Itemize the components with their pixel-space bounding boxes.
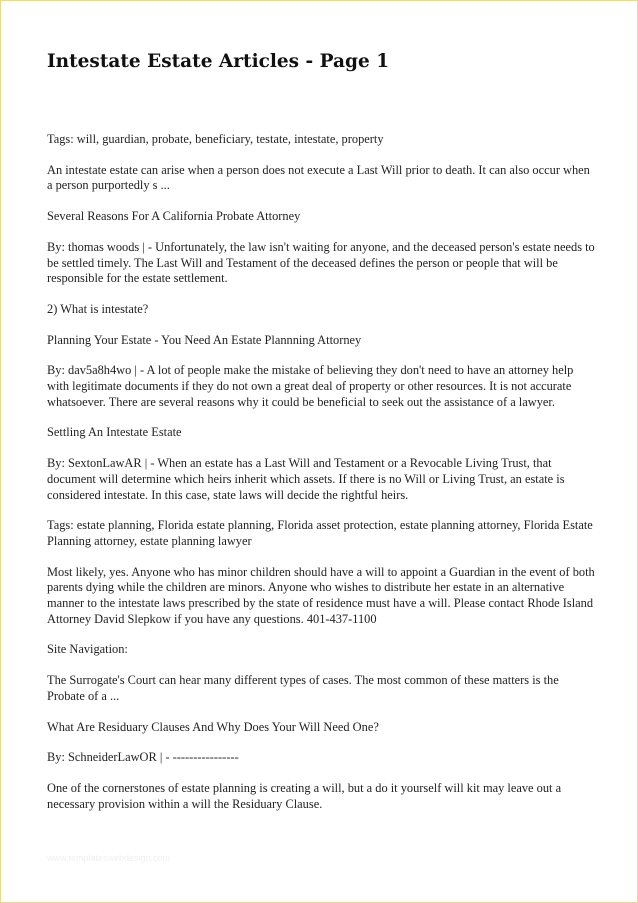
article-summary: By: dav5a8h4wo | - A lot of people make the mistake of believing they don't need to have an attorney help with legitimate documents if they do not own a great deal of property or other resources. It is not accurate whatsoever. There are several reasons why it could be beneficial to seek out the assistance of a lawyer.: [47, 363, 574, 409]
court-paragraph: The Surrogate's Court can hear many different types of cases. The most common of these matters is the Probate of a ...: [47, 673, 559, 703]
page-title: Intestate Estate Articles - Page 1: [47, 51, 390, 72]
article-heading: What Are Residuary Clauses And Why Does Your Will Need One?: [47, 719, 379, 734]
question-heading: 2) What is intestate?: [47, 301, 149, 316]
watermark: www.templateswebdesign.com: [47, 853, 171, 863]
article-heading: Several Reasons For A California Probate Attorney: [47, 209, 301, 224]
article-summary: By: thomas woods | - Unfortunately, the law isn't waiting for anyone, and the deceased person's estate needs to be settled timely. The Last Will and Testament of the deceased defines the person or people that will be responsible for the estate settlement.: [47, 239, 595, 286]
article-body: [47, 132, 595, 827]
article-heading: Settling An Intestate Estate: [47, 425, 182, 440]
article-heading: Planning Your Estate - You Need An Estate Plannning Attorney: [47, 332, 362, 347]
site-navigation-label: Site Navigation:: [47, 642, 128, 657]
title-block: [47, 50, 595, 74]
intro-paragraph: An intestate estate can arise when a person does not execute a Last Will prior to death. It can also occur when a person purportedly s ...: [47, 162, 590, 193]
article-summary: By: SextonLawAR | - When an estate has a Last Will and Testament or a Revocable Living Trust, that document will determine which heirs inherit which assets. If there is no Will or Living Trust, an estate is considered intestate. In this case, state laws will decide the rightful heirs.: [47, 456, 565, 502]
article-summary: One of the cornerstones of estate planning is creating a will, but a do it yourself will kit may leave out a necessary provision within a will the Residuary Clause.: [47, 780, 562, 811]
tags-paragraph: Tags: estate planning, Florida estate planning, Florida asset protection, estate planning attorney, Florida Estate Planning attorney, estate planning lawyer: [47, 518, 593, 548]
tags-paragraph: Tags: will, guardian, probate, beneficiary, testate, intestate, property: [47, 132, 384, 146]
byline: By: SchneiderLawOR | - ----------------: [47, 750, 239, 765]
answer-paragraph: Most likely, yes. Anyone who has minor children should have a will to appoint a Guardian in the event of both parents dying while the children are minors. Anyone who wishes to distribute her estate in an alternative manner to the intestate laws prescribed by the state of residence must have a will. Please contact Rhode Island Attorney David Slepkow if you have any questions. 401-437-1100: [47, 564, 595, 626]
